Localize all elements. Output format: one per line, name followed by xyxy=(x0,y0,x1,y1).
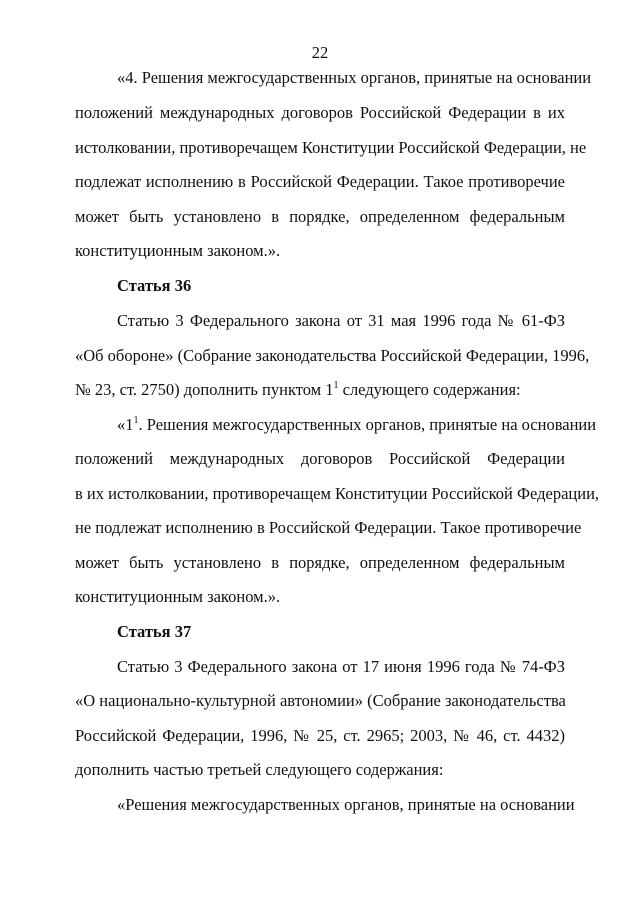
text-fragment: . Решения межгосударственных органов, принятые на основании xyxy=(138,415,597,434)
superscript: 1 xyxy=(333,380,339,391)
article-heading: Статья 36 xyxy=(117,276,192,295)
text-line: «Решения межгосударственных органов, принятые на основании xyxy=(117,795,575,814)
text-line: истолковании, противоречащем Конституции Российской Федерации, не xyxy=(75,138,587,157)
text-line: дополнить частью третьей следующего содержания: xyxy=(75,760,444,779)
text-line: «О национально-культурной автономии» (Собрание законодательства xyxy=(75,691,566,710)
text-line: Статью 3 Федерального закона от 31 мая 1996 года № 61-ФЗ xyxy=(117,311,565,330)
text-line: положений международных договоров Российской Федерации в их xyxy=(75,103,565,122)
text-line: «4. Решения межгосударственных органов, принятые на основании xyxy=(117,68,592,87)
text-line: конституционным законом.». xyxy=(75,241,281,260)
text-line: в их истолковании, противоречащем Конституции Российской Федерации, xyxy=(75,484,600,503)
text-line: конституционным законом.». xyxy=(75,587,281,606)
text-line: Статью 3 Федерального закона от 17 июня 1996 года № 74-ФЗ xyxy=(117,657,565,676)
text-fragment: «1 xyxy=(117,415,134,434)
text-line xyxy=(75,380,565,400)
text-line: Российской Федерации, 1996, № 25, ст. 2965; 2003, № 46, ст. 4432) xyxy=(75,726,565,745)
page-number: 22 xyxy=(311,43,329,62)
text-line: не подлежат исполнению в Российской Федерации. Такое противоречие xyxy=(75,518,582,537)
text-fragment: следующего содержания: xyxy=(338,380,521,399)
text-line xyxy=(117,415,597,435)
text-fragment: № 23, ст. 2750) дополнить пунктом 1 xyxy=(75,380,334,399)
superscript: 1 xyxy=(133,415,139,426)
text-line: может быть установлено в порядке, определенном федеральным xyxy=(75,553,565,572)
text-line: подлежат исполнению в Российской Федерации. Такое противоречие xyxy=(75,172,565,191)
text-line: может быть установлено в порядке, определенном федеральным xyxy=(75,207,565,226)
text-line: положений международных договоров Российской Федерации xyxy=(75,449,565,468)
text-line: «Об обороне» (Собрание законодательства Российской Федерации, 1996, xyxy=(75,346,590,365)
article-heading: Статья 37 xyxy=(117,622,192,641)
